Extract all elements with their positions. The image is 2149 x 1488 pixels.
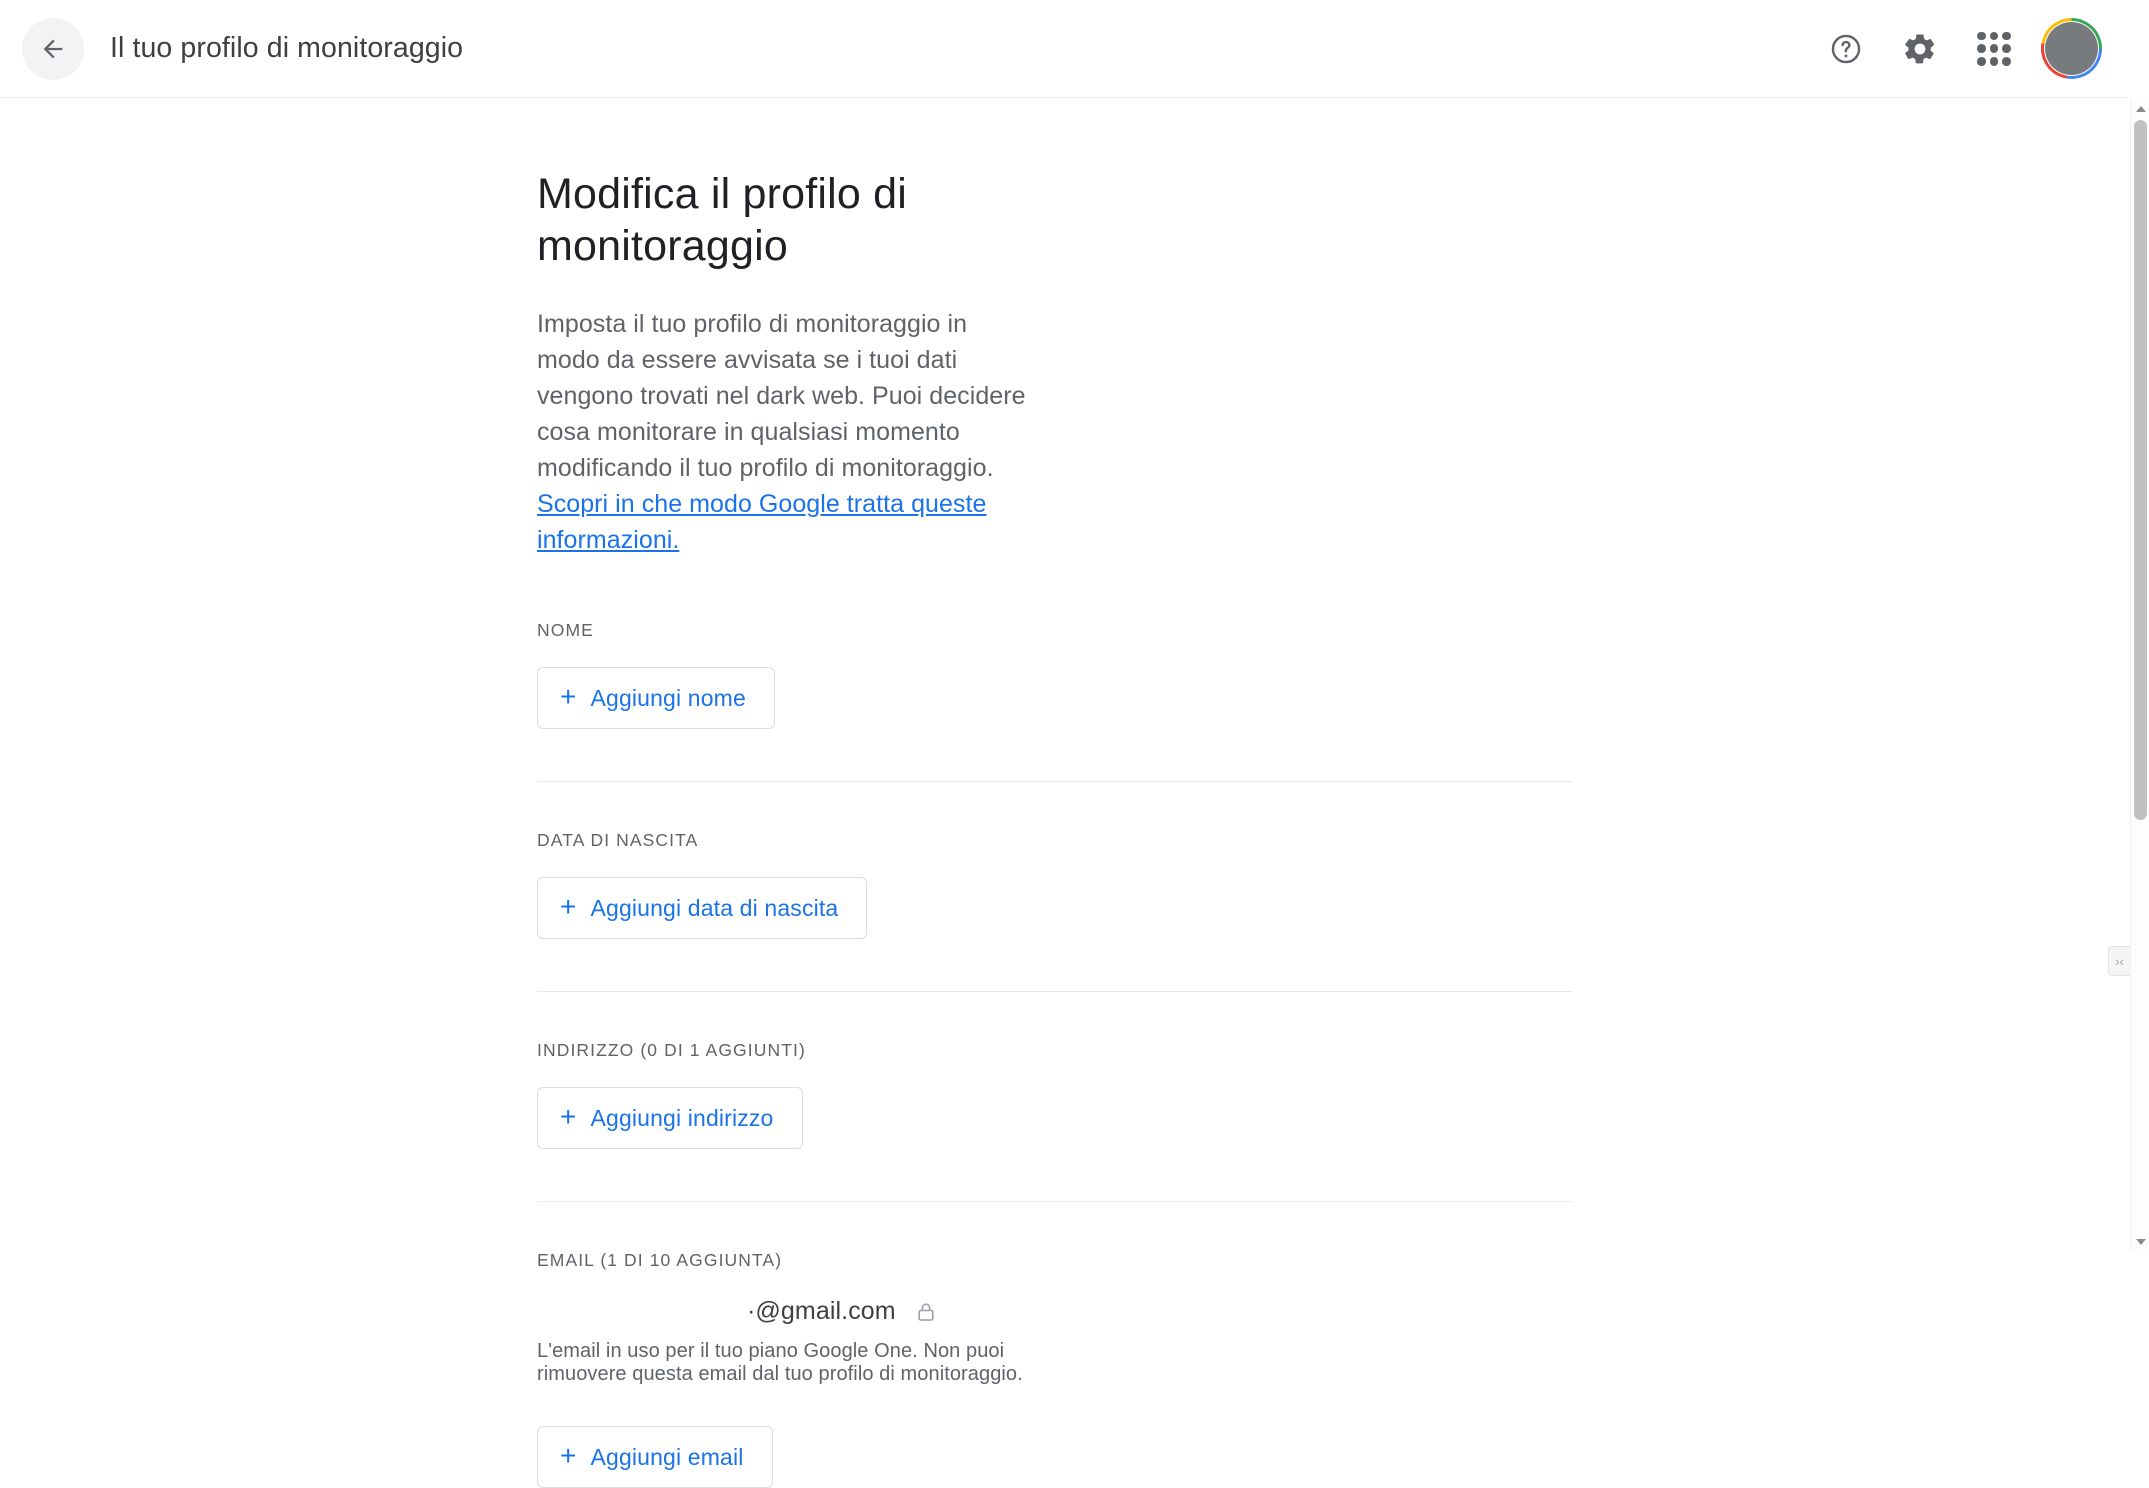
plus-icon: + (560, 891, 577, 923)
header-actions (1823, 22, 2106, 75)
page-title: Modifica il profilo di monitoraggio (537, 170, 908, 270)
vertical-scrollbar[interactable] (2130, 99, 2149, 1251)
add-name-button[interactable] (537, 667, 775, 729)
section-label-name: NOME (537, 620, 594, 641)
learn-more-link[interactable]: Scopri in che modo Google tratta queste informazioni. (537, 490, 987, 555)
back-button[interactable] (22, 18, 84, 80)
lock-icon (914, 1300, 938, 1324)
page-intro (537, 306, 1035, 558)
apps-grid-icon (1977, 32, 2011, 66)
plus-icon: + (560, 681, 577, 713)
add-name-label: Aggiungi nome (590, 684, 746, 711)
scrollbar-thumb[interactable] (2134, 120, 2147, 820)
plus-icon: + (560, 1440, 577, 1472)
google-apps-button[interactable] (1971, 26, 2017, 72)
add-address-button[interactable] (537, 1087, 803, 1149)
section-name (537, 620, 1035, 729)
divider (537, 991, 1572, 992)
gear-icon (1902, 31, 1938, 67)
plus-icon: + (560, 1101, 577, 1133)
divider (537, 781, 1572, 782)
divider (537, 1201, 1572, 1202)
add-birthdate-label: Aggiungi data di nascita (590, 894, 839, 921)
help-circle-icon (1829, 32, 1863, 66)
settings-button[interactable] (1897, 26, 1943, 72)
page-header-title: Il tuo profilo di monitoraggio (110, 32, 464, 64)
add-birthdate-button[interactable] (537, 877, 867, 939)
section-birthdate (537, 830, 1035, 939)
page-intro-text: Imposta il tuo profilo di monitoraggio in modo da essere avvisata se i tuoi dati vengono trovati nel dark web. Puoi decidere cosa monitorare in qualsiasi momento modificando il tuo profilo di monitoraggio. (537, 310, 1026, 483)
scroll-down-button[interactable] (2131, 1232, 2149, 1251)
email-value: ·@gmail.com (747, 1297, 896, 1326)
scroll-up-button[interactable] (2131, 99, 2149, 118)
add-email-button[interactable] (537, 1426, 773, 1488)
help-button[interactable] (1823, 26, 1869, 72)
email-note: L'email in uso per il tuo piano Google One. Non puoi rimuovere questa email dal tuo profilo di monitoraggio. (537, 1340, 1023, 1386)
add-address-label: Aggiungi indirizzo (590, 1104, 774, 1131)
add-email-label: Aggiungi email (590, 1443, 744, 1470)
email-entry (537, 1297, 1035, 1326)
section-label-address: INDIRIZZO (0 DI 1 AGGIUNTI) (537, 1040, 806, 1061)
resize-handle-icon[interactable]: ›‹ (2108, 946, 2130, 976)
triangle-down-icon (2136, 1239, 2146, 1245)
avatar-image (2045, 22, 2098, 75)
section-label-birthdate: DATA DI NASCITA (537, 830, 699, 851)
triangle-up-icon (2136, 106, 2146, 112)
avatar[interactable] (2045, 22, 2098, 75)
app-header (0, 0, 2128, 98)
section-address (537, 1040, 1035, 1149)
section-label-email: EMAIL (1 DI 10 AGGIUNTA) (537, 1250, 783, 1271)
section-email (537, 1250, 1035, 1488)
main-content (0, 99, 2128, 1472)
arrow-left-icon (39, 35, 67, 63)
